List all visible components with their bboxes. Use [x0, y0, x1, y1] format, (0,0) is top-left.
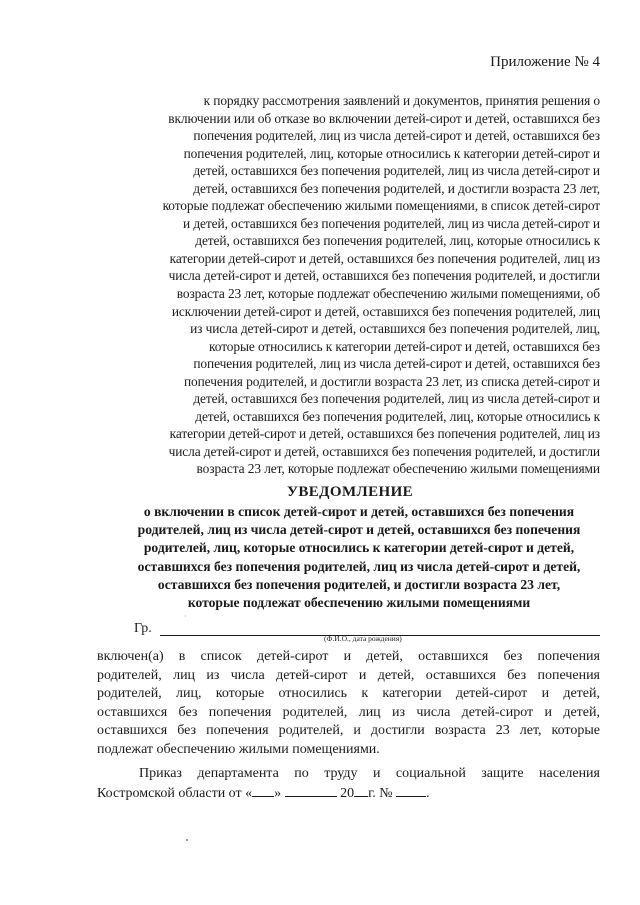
preamble-line: которые относились к категории детей-сирот и детей, оставшихся без [209, 338, 600, 354]
notice-subtitle-line: которые подлежат обеспечению жилыми помещениями [187, 595, 531, 611]
order-end-period: . [426, 785, 430, 801]
preamble-line: попечения родителей, лиц из числа детей-сирот и детей, оставшихся без [193, 356, 600, 372]
notice-body-line: подлежат обеспечению жилыми помещениями. [97, 741, 380, 757]
notice-body-line: родителей, лиц, которые относились к категории детей-сирот и детей, [97, 686, 600, 701]
notice-body-line: оставшихся без попечения родителей, лиц из числа детей-сирот и детей, [97, 704, 600, 720]
order-region-text: Костромской области от « [97, 785, 253, 801]
preamble-line: исключении детей-сирот и детей, оставшихся без попечения родителей, лиц [171, 303, 600, 319]
preamble-line: к порядку рассмотрения заявлений и документов, принятия решения о [203, 93, 600, 108]
notice-subtitle-line: о включении в список детей-сирот и детей, оставшихся без попечения [143, 504, 575, 519]
preamble-line: попечения родителей, лиц из числа детей-сирот и детей, оставшихся без [193, 128, 600, 144]
name-caption: (Ф.И.О., дата рождения) [324, 634, 402, 643]
order-line-1: Приказ департамента по труду и социальной защите населения [139, 766, 600, 781]
preamble-line: детей, оставшихся без попечения родителей, лиц, которые относились к [195, 408, 600, 424]
notice-subtitle-line: оставшихся без попечения родителей, лиц из числа детей-сирот и детей, [137, 558, 581, 574]
order-year-blank[interactable] [354, 784, 368, 797]
notice-subtitle-line: родителей, лиц из числа детей-сирот и детей, оставшихся без попечения [137, 522, 581, 538]
preamble-line: числа детей-сирот и детей, оставшихся без попечения родителей, и достигли [168, 443, 600, 459]
notice-body-line: оставшихся без попечения родителей, и достигли возраста 23 лет, которые [97, 723, 600, 738]
citizen-label: Гр. [134, 621, 152, 636]
appendix-preamble [94, 92, 600, 478]
preamble-line: детей, оставшихся без попечения родителей, лиц из числа детей-сирот и [193, 391, 600, 407]
notice-subtitle-line: оставшихся без попечения родителей, и достигли возраста 23 лет, [157, 576, 561, 592]
preamble-line: категории детей-сирот и детей, оставшихся без попечения родителей, лиц из [169, 250, 600, 266]
preamble-line: которые подлежат обеспечению жилыми помещениями, в список детей-сирот [162, 198, 600, 214]
order-year-prefix: 20 [340, 785, 355, 801]
preamble-line: детей, оставшихся без попечения родителей, и достигли возраста 23 лет, [193, 180, 600, 196]
preamble-line: числа детей-сирот и детей, оставшихся без попечения родителей, и достигли [168, 268, 600, 284]
preamble-line: из числа детей-сирот и детей, оставшихся без попечения родителей, лиц, [190, 321, 600, 337]
notice-body-line: родителей, лиц из числа детей-сирот и детей, оставшихся без попечения [97, 667, 600, 683]
order-line-2 [97, 784, 600, 804]
preamble-line: категории детей-сирот и детей, оставшихся без попечения родителей, лиц из [169, 426, 600, 442]
preamble-line: попечения родителей, лиц, которые относились к категории детей-сирот и [183, 145, 600, 161]
preamble-line: возраста 23 лет, которые подлежат обеспечению жилыми помещениями, об [176, 286, 600, 302]
preamble-line: и детей, оставшихся без попечения родителей, лиц из числа детей-сирот и [183, 215, 600, 231]
order-day-blank[interactable] [252, 784, 274, 797]
preamble-line: детей, оставшихся без попечения родителей, лиц из числа детей-сирот и [193, 163, 600, 179]
scan-speck: · [184, 612, 187, 621]
notice-body [97, 648, 600, 759]
notice-subtitle [94, 503, 624, 612]
order-number-label: г. № [368, 785, 393, 801]
preamble-line: детей, оставшихся без попечения родителей, лиц, которые относились к [195, 233, 600, 249]
appendix-label: Приложение № 4 [490, 54, 600, 70]
order-quote-close: » [274, 785, 282, 801]
notice-subtitle-line: родителей, лиц, которые относились к категории детей-сирот и детей, [143, 540, 575, 556]
preamble-line: попечения родителей, и достигли возраста 23 лет, из списка детей-сирот и [183, 373, 600, 389]
scan-speck [186, 839, 188, 841]
order-month-blank[interactable] [285, 784, 337, 797]
order-number-blank[interactable] [396, 784, 426, 797]
notice-title: УВЕДОМЛЕНИЕ [286, 484, 414, 500]
preamble-line: включении или об отказе во включении детей-сирот и детей, оставшихся без [168, 110, 600, 126]
preamble-line: возраста 23 лет, которые подлежат обеспечению жилыми помещениями [196, 461, 600, 477]
notice-body-line: включен(а) в список детей-сирот и детей, оставшихся без попечения [97, 649, 600, 664]
order-reference [97, 765, 600, 803]
